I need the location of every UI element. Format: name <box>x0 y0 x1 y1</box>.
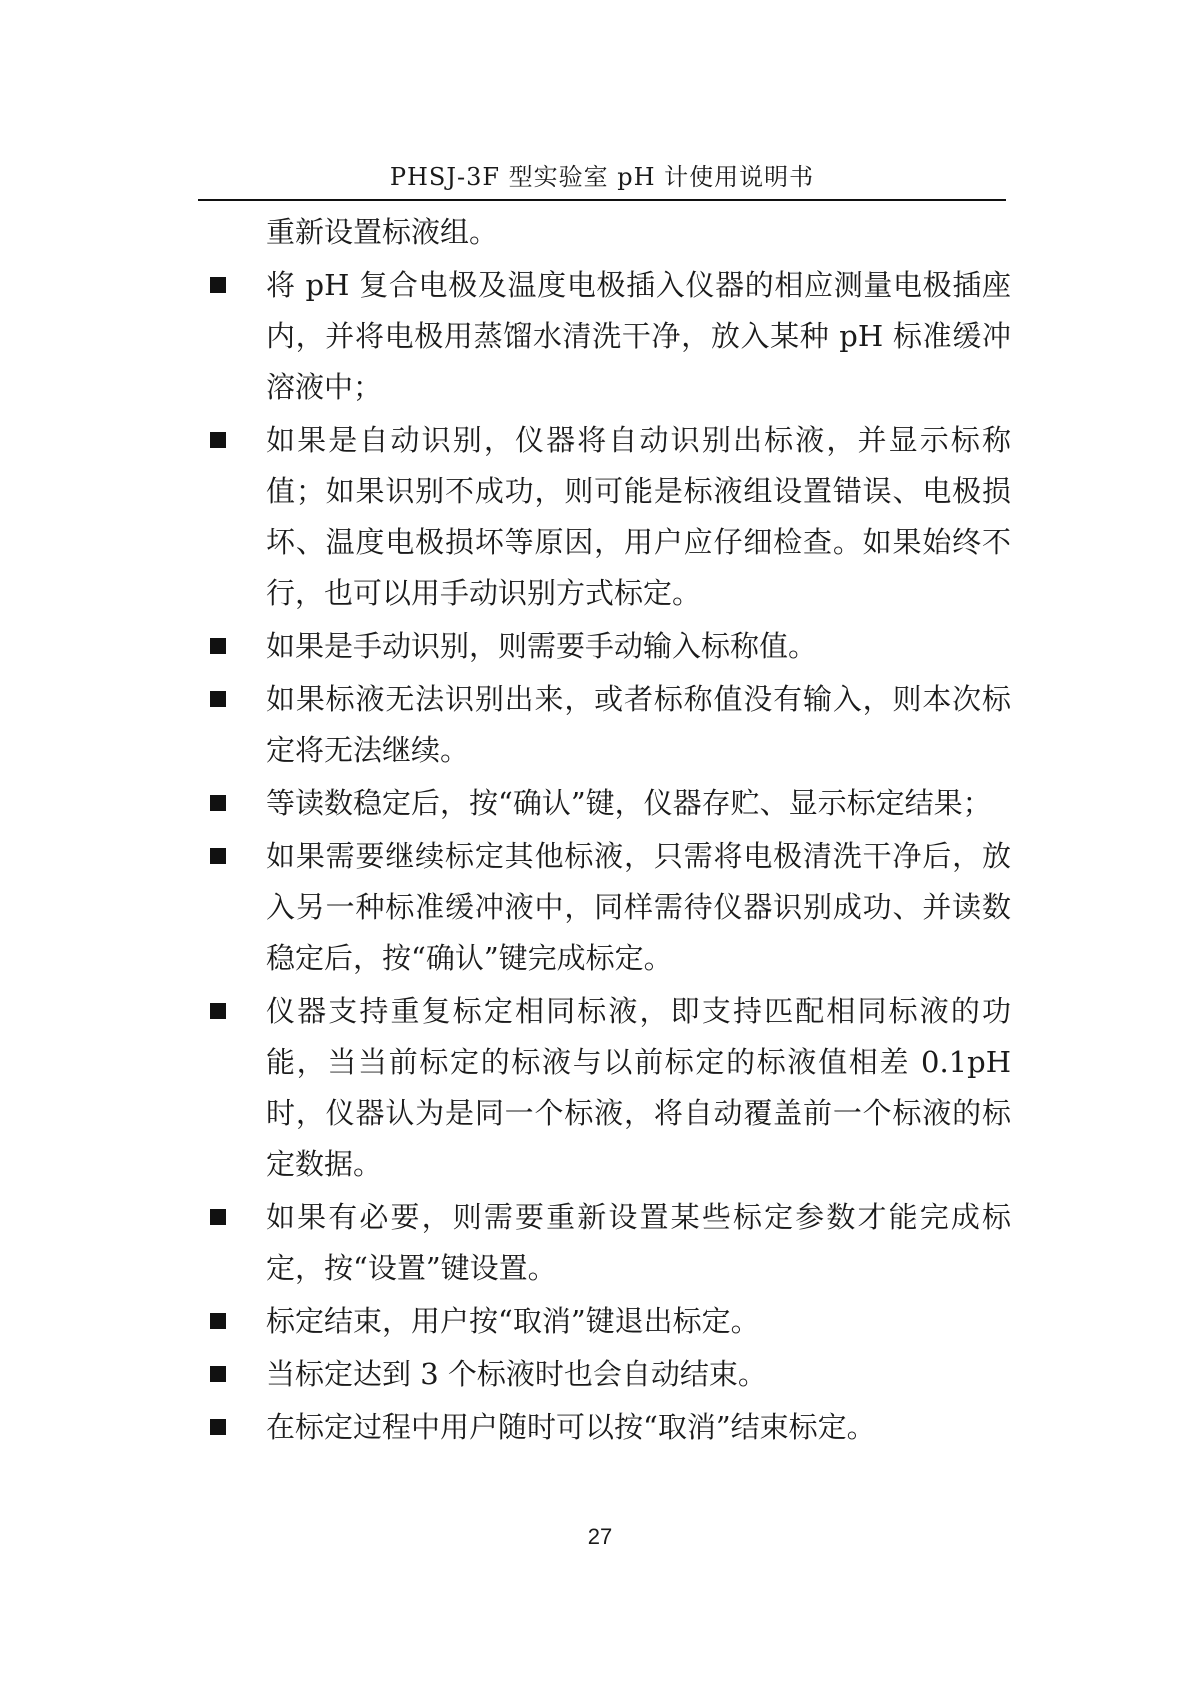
list-item-text: 如果标液无法识别出来，或者标称值没有输入，则本次标定将无法继续。 <box>266 682 1011 767</box>
square-bullet-icon <box>205 1192 266 1243</box>
square-bullet-icon <box>205 831 266 882</box>
list-item-text: 在标定过程中用户随时可以按“取消”结束标定。 <box>266 1410 876 1444</box>
list-item <box>205 415 1011 619</box>
list-item-text: 标定结束，用户按“取消”键退出标定。 <box>266 1304 760 1338</box>
list-item <box>205 831 1011 984</box>
square-bullet-icon <box>205 674 266 725</box>
list-item <box>205 1296 1011 1347</box>
header-divider <box>198 199 1006 201</box>
continuation-paragraph: 重新设置标液组。 <box>266 215 499 249</box>
page-header-title: PHSJ-3F 型实验室 pH 计使用说明书 <box>389 163 815 191</box>
list-item-text: 如果需要继续标定其他标液，只需将电极清洗干净后，放入另一种标准缓冲液中，同样需待仪器识别成功、并读数稳定后，按“确认”键完成标定。 <box>266 839 1011 975</box>
square-bullet-icon <box>205 260 266 311</box>
list-item <box>205 621 1011 672</box>
square-bullet-icon <box>205 778 266 829</box>
list-item-text: 如果是自动识别，仪器将自动识别出标液，并显示标称值；如果识别不成功，则可能是标液组设置错误、电极损坏、温度电极损坏等原因，用户应仔细检查。如果始终不行，也可以用手动识别方式标定。 <box>266 423 1011 610</box>
list-item-text: 等读数稳定后，按“确认”键，仪器存贮、显示标定结果； <box>266 786 992 820</box>
list-item <box>205 986 1011 1190</box>
square-bullet-icon <box>205 415 266 466</box>
document-body <box>205 207 1011 1455</box>
square-bullet-icon <box>205 1349 266 1400</box>
list-item-text: 当标定达到 3 个标液时也会自动结束。 <box>266 1357 767 1391</box>
square-bullet-icon <box>205 986 266 1037</box>
list-item-text: 将 pH 复合电极及温度电极插入仪器的相应测量电极插座内，并将电极用蒸馏水清洗干净，放入某种 pH 标准缓冲溶液中； <box>266 268 1011 404</box>
square-bullet-icon <box>205 1296 266 1347</box>
list-item <box>205 778 1011 829</box>
list-item <box>205 1349 1011 1400</box>
list-item-text: 如果有必要，则需要重新设置某些标定参数才能完成标定，按“设置”键设置。 <box>266 1200 1011 1285</box>
list-item <box>205 260 1011 413</box>
square-bullet-icon <box>205 1402 266 1453</box>
list-item <box>205 1402 1011 1453</box>
list-item <box>205 674 1011 776</box>
list-item-text: 仪器支持重复标定相同标液，即支持匹配相同标液的功能，当当前标定的标液与以前标定的标液值相差 0.1pH 时，仪器认为是同一个标液，将自动覆盖前一个标液的标定数据。 <box>266 994 1011 1181</box>
list-item-text: 如果是手动识别，则需要手动输入标称值。 <box>266 629 818 663</box>
page-number: 27 <box>587 1524 613 1549</box>
square-bullet-icon <box>205 621 266 672</box>
list-item <box>205 1192 1011 1294</box>
